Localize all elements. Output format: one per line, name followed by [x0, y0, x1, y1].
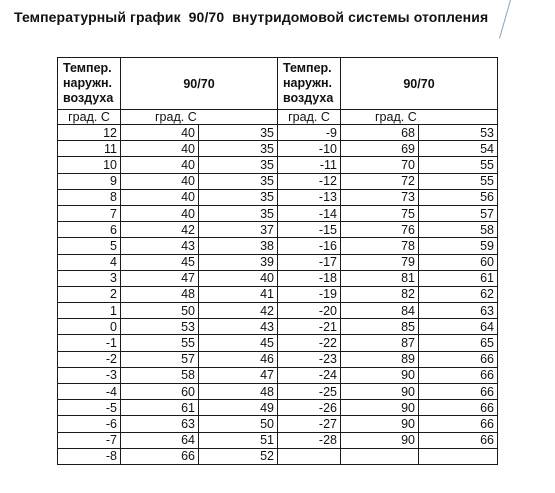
right-supply-temp-cell: 82: [341, 286, 419, 302]
table-row: [58, 335, 498, 351]
right-supply-temp-cell: 75: [341, 205, 419, 221]
left-supply-temp-cell: 57: [121, 351, 199, 367]
left-return-temp-cell: 35: [199, 205, 278, 221]
right-supply-temp-cell: 90: [341, 384, 419, 400]
left-supply-temp-cell: 50: [121, 303, 199, 319]
right-outdoor-temp-cell: -25: [278, 384, 341, 400]
table-body: [58, 125, 498, 465]
right-return-temp-cell: 54: [419, 141, 498, 157]
right-outdoor-temp-cell: -21: [278, 319, 341, 335]
right-outdoor-temp-cell: -11: [278, 157, 341, 173]
left-supply-temp-cell: 53: [121, 319, 199, 335]
left-outdoor-temp-cell: -8: [58, 448, 121, 464]
right-supply-temp-cell: 76: [341, 222, 419, 238]
left-outdoor-temp-cell: 3: [58, 270, 121, 286]
table-row: [58, 189, 498, 205]
left-outdoor-temp-cell: -1: [58, 335, 121, 351]
table-row: [58, 303, 498, 319]
left-supply-temp-cell: 55: [121, 335, 199, 351]
left-return-temp-cell: 37: [199, 222, 278, 238]
right-return-temp-cell: 57: [419, 205, 498, 221]
table-row: [58, 432, 498, 448]
left-supply-temp-cell: 66: [121, 448, 199, 464]
left-return-temp-cell: 46: [199, 351, 278, 367]
left-supply-temp-cell: 60: [121, 384, 199, 400]
right-supply-temp-cell: [341, 448, 419, 464]
table-row: [58, 384, 498, 400]
left-supply-temp-cell: 40: [121, 205, 199, 221]
left-supply-temp-cell: 40: [121, 189, 199, 205]
left-return-temp-cell: 35: [199, 125, 278, 141]
left-supply-temp-cell: 48: [121, 286, 199, 302]
table-row: [58, 286, 498, 302]
left-outdoor-temp-cell: 1: [58, 303, 121, 319]
left-return-temp-cell: 35: [199, 173, 278, 189]
right-supply-temp-cell: 90: [341, 432, 419, 448]
right-supply-temp-cell: 78: [341, 238, 419, 254]
unit-outdoor-left: град. С: [58, 110, 121, 125]
right-outdoor-temp-cell: -9: [278, 125, 341, 141]
table-row: [58, 238, 498, 254]
header-row: [58, 58, 498, 110]
right-outdoor-temp-cell: -18: [278, 270, 341, 286]
left-supply-temp-cell: 45: [121, 254, 199, 270]
right-outdoor-temp-cell: -28: [278, 432, 341, 448]
left-outdoor-temp-cell: 6: [58, 222, 121, 238]
right-supply-temp-cell: 72: [341, 173, 419, 189]
left-outdoor-temp-cell: -4: [58, 384, 121, 400]
right-return-temp-cell: 66: [419, 416, 498, 432]
unit-outdoor-right: град. С: [278, 110, 341, 125]
left-return-temp-cell: 35: [199, 157, 278, 173]
right-outdoor-temp-cell: -19: [278, 286, 341, 302]
table-row: [58, 173, 498, 189]
right-outdoor-temp-cell: [278, 448, 341, 464]
unit-water-right: град. С: [341, 110, 498, 125]
left-supply-temp-cell: 47: [121, 270, 199, 286]
header-outdoor-right: Темпер. наружн. воздуха: [278, 58, 341, 110]
right-return-temp-cell: 61: [419, 270, 498, 286]
right-return-temp-cell: 58: [419, 222, 498, 238]
left-outdoor-temp-cell: 4: [58, 254, 121, 270]
left-outdoor-temp-cell: -2: [58, 351, 121, 367]
table-row: [58, 367, 498, 383]
right-supply-temp-cell: 84: [341, 303, 419, 319]
table-row: [58, 125, 498, 141]
left-outdoor-temp-cell: 10: [58, 157, 121, 173]
left-supply-temp-cell: 40: [121, 173, 199, 189]
right-supply-temp-cell: 81: [341, 270, 419, 286]
left-return-temp-cell: 40: [199, 270, 278, 286]
scan-artifact-line: [499, 0, 511, 39]
right-supply-temp-cell: 87: [341, 335, 419, 351]
unit-row: [58, 110, 498, 125]
left-return-temp-cell: 47: [199, 367, 278, 383]
left-return-temp-cell: 39: [199, 254, 278, 270]
unit-water-left: град. С: [121, 110, 278, 125]
right-outdoor-temp-cell: -17: [278, 254, 341, 270]
table-row: [58, 222, 498, 238]
left-return-temp-cell: 35: [199, 189, 278, 205]
right-return-temp-cell: [419, 448, 498, 464]
right-return-temp-cell: 60: [419, 254, 498, 270]
right-return-temp-cell: 53: [419, 125, 498, 141]
table-row: [58, 319, 498, 335]
right-supply-temp-cell: 69: [341, 141, 419, 157]
right-outdoor-temp-cell: -15: [278, 222, 341, 238]
left-outdoor-temp-cell: -7: [58, 432, 121, 448]
left-return-temp-cell: 50: [199, 416, 278, 432]
right-supply-temp-cell: 90: [341, 400, 419, 416]
right-supply-temp-cell: 68: [341, 125, 419, 141]
left-supply-temp-cell: 40: [121, 157, 199, 173]
left-return-temp-cell: 52: [199, 448, 278, 464]
right-return-temp-cell: 62: [419, 286, 498, 302]
left-outdoor-temp-cell: 2: [58, 286, 121, 302]
left-outdoor-temp-cell: 9: [58, 173, 121, 189]
table-row: [58, 416, 498, 432]
right-outdoor-temp-cell: -12: [278, 173, 341, 189]
right-outdoor-temp-cell: -13: [278, 189, 341, 205]
header-schedule-left: 90/70: [121, 58, 278, 110]
left-supply-temp-cell: 64: [121, 432, 199, 448]
table-row: [58, 157, 498, 173]
right-supply-temp-cell: 89: [341, 351, 419, 367]
left-return-temp-cell: 51: [199, 432, 278, 448]
right-return-temp-cell: 65: [419, 335, 498, 351]
left-return-temp-cell: 49: [199, 400, 278, 416]
right-return-temp-cell: 55: [419, 157, 498, 173]
left-outdoor-temp-cell: 5: [58, 238, 121, 254]
right-outdoor-temp-cell: -27: [278, 416, 341, 432]
right-supply-temp-cell: 85: [341, 319, 419, 335]
left-return-temp-cell: 42: [199, 303, 278, 319]
right-return-temp-cell: 66: [419, 432, 498, 448]
right-return-temp-cell: 66: [419, 351, 498, 367]
temperature-schedule-table: [57, 57, 498, 465]
left-supply-temp-cell: 63: [121, 416, 199, 432]
left-supply-temp-cell: 61: [121, 400, 199, 416]
left-return-temp-cell: 35: [199, 141, 278, 157]
left-outdoor-temp-cell: 7: [58, 205, 121, 221]
right-return-temp-cell: 55: [419, 173, 498, 189]
right-return-temp-cell: 56: [419, 189, 498, 205]
right-supply-temp-cell: 70: [341, 157, 419, 173]
left-outdoor-temp-cell: -6: [58, 416, 121, 432]
left-return-temp-cell: 43: [199, 319, 278, 335]
right-outdoor-temp-cell: -10: [278, 141, 341, 157]
right-supply-temp-cell: 90: [341, 367, 419, 383]
page-title: Температурный график 90/70 внутридомовой системы отопления: [14, 9, 489, 25]
right-return-temp-cell: 66: [419, 400, 498, 416]
table-row: [58, 205, 498, 221]
table-row: [58, 448, 498, 464]
left-supply-temp-cell: 42: [121, 222, 199, 238]
header-schedule-right: 90/70: [341, 58, 498, 110]
right-outdoor-temp-cell: -22: [278, 335, 341, 351]
right-supply-temp-cell: 90: [341, 416, 419, 432]
right-return-temp-cell: 64: [419, 319, 498, 335]
left-outdoor-temp-cell: -5: [58, 400, 121, 416]
right-return-temp-cell: 66: [419, 367, 498, 383]
right-outdoor-temp-cell: -14: [278, 205, 341, 221]
right-outdoor-temp-cell: -26: [278, 400, 341, 416]
right-supply-temp-cell: 73: [341, 189, 419, 205]
left-outdoor-temp-cell: 0: [58, 319, 121, 335]
right-return-temp-cell: 59: [419, 238, 498, 254]
left-outdoor-temp-cell: 12: [58, 125, 121, 141]
right-outdoor-temp-cell: -23: [278, 351, 341, 367]
right-outdoor-temp-cell: -20: [278, 303, 341, 319]
left-supply-temp-cell: 58: [121, 367, 199, 383]
table-row: [58, 351, 498, 367]
table-row: [58, 141, 498, 157]
left-return-temp-cell: 41: [199, 286, 278, 302]
left-return-temp-cell: 45: [199, 335, 278, 351]
right-return-temp-cell: 63: [419, 303, 498, 319]
table-row: [58, 270, 498, 286]
left-supply-temp-cell: 43: [121, 238, 199, 254]
right-supply-temp-cell: 79: [341, 254, 419, 270]
table-row: [58, 400, 498, 416]
right-outdoor-temp-cell: -24: [278, 367, 341, 383]
right-return-temp-cell: 66: [419, 384, 498, 400]
left-outdoor-temp-cell: -3: [58, 367, 121, 383]
left-outdoor-temp-cell: 8: [58, 189, 121, 205]
table-row: [58, 254, 498, 270]
left-return-temp-cell: 48: [199, 384, 278, 400]
left-return-temp-cell: 38: [199, 238, 278, 254]
left-supply-temp-cell: 40: [121, 125, 199, 141]
left-supply-temp-cell: 40: [121, 141, 199, 157]
left-outdoor-temp-cell: 11: [58, 141, 121, 157]
right-outdoor-temp-cell: -16: [278, 238, 341, 254]
header-outdoor-left: Темпер. наружн. воздуха: [58, 58, 121, 110]
